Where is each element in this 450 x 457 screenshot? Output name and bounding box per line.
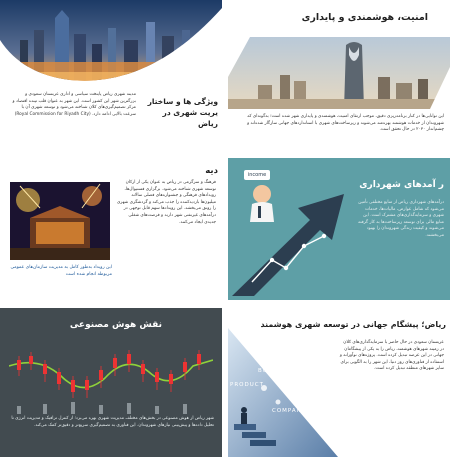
word-company: COMPANY: [272, 408, 307, 414]
urban-structure-paragraph: مدینه شهری ریاض پایتخت سیاسی و اداری عربستان سعودی و بزرگترین شهر این کشور است. این شهر به عنوان قلب تپنده اقتصاد و مرکز تصمیم‌گیری‌های کلان شناخته می‌شود و توسعه شهری آن با سرعت بالایی ادامه دارد. (Royal Commission for Riyadh City): [12, 92, 136, 117]
culture-paragraph: فرهنگ و سرگرمی در ریاض به عنوان یکی از ارکان توسعه شهری شناخته می‌شود. برگزاری فستیوال‌ها، رویدادهای فرهنگی و جشنواره‌های فصلی سالانه میلیون‌ها بازدیدکننده را جذب می‌کند و گردشگری شهری را رونق می‌بخشد. این رویدادها سهم قابل توجهی در درآمدهای غیرنفتی شهر دارند و فرصت‌های شغلی جدیدی ایجاد می‌کنند.: [116, 180, 216, 225]
bar-volume-icon: [9, 400, 213, 414]
tile-smart-city-pioneer: [228, 308, 450, 457]
security-title: امنیت، هوشمندی و پایداری: [301, 12, 428, 23]
urban-structure-title-line1: ویژگی ها و ساختار: [147, 97, 218, 106]
smart-city-paragraph: عربستان سعودی در حال حاضر با سرمایه‌گذاری‌های کلان در زمینه شهرهای هوشمند، ریاض را به یکی از پیشگامان جهانی در این عرصه تبدیل کرده است. پروژه‌های نوآورانه و استفاده از فناوری‌های روز دنیا، این شهر را به الگویی برای سایر شهرهای منطقه تبدیل کرده است.: [339, 340, 444, 372]
smart-city-title: ریاض؛ پیشگام جهانی در توسعه شهری هوشمند: [260, 320, 446, 329]
tile-urban-structure: [0, 0, 222, 150]
income-paragraph: درآمدهای شهرداری ریاض از منابع مختلفی تأمین می‌شود که شامل عوارض، مالیات‌ها، خدمات شهری و سرمایه‌گذاری‌های مشترک است. این منابع مالی برای توسعه زیرساخت‌ها به کار گرفته می‌شوند و کیفیت زندگی شهروندان را بهبود می‌بخشند.: [358, 200, 444, 238]
riyadh-festival-night-image: [10, 182, 110, 260]
business-stairs-image: [228, 328, 338, 457]
income-title: ر آمدهای شهرداری: [359, 180, 444, 190]
culture-title: دیه: [205, 166, 218, 176]
riyadh-night-skyline-image: [0, 0, 222, 88]
candlestick-chart-icon: [9, 336, 213, 400]
tile-culture-events: [0, 158, 222, 300]
tile-security-sustainability: [228, 0, 450, 150]
growth-arrow-chart-icon: [232, 180, 362, 296]
urban-structure-title: [140, 96, 218, 129]
kingdom-tower-daytime-image: [228, 37, 450, 109]
word-business: BUSINESS: [258, 368, 294, 374]
urban-structure-title-line2: یریت شهری در ریاض: [162, 108, 218, 128]
income-badge: [244, 170, 270, 180]
word-product: PRODUCT: [230, 382, 264, 388]
culture-image-caption: این رویداد به‌طور کامل به مدیریت سازمان‌های عمومی مربوطه انجام شده است: [10, 265, 112, 277]
ai-paragraph: شهر ریاض از هوش مصنوعی در بخش‌های مختلف مدیریت شهری بهره می‌برد؛ از کنترل ترافیک و مدیریت انرژی تا تحلیل داده‌ها و پیش‌بینی نیازهای شهروندان. این فناوری به تصمیم‌گیری سریع‌تر و دقیق‌تر کمک می‌کند.: [11, 416, 214, 428]
security-paragraph: این توانایی‌ها در کنار برنامه‌ریزی دقیق، موجب ارتقای امنیت، هوشمندی و پایداری شهر شده است؛ به‌گونه‌ای که شهروندان از خدمات هوشمند بهره‌مند می‌شوند و زیرساخت‌های شهری با استانداردهای جهانی سازگار شده‌اند و چشم‌انداز ۲۰۳۰ در حال تحقق است.: [247, 114, 444, 133]
tile-artificial-intelligence: [0, 308, 222, 457]
income-badge-text: income: [247, 172, 267, 178]
tile-municipal-income: [228, 158, 450, 300]
ai-title: نقش هوش مصنوعی: [69, 320, 162, 330]
